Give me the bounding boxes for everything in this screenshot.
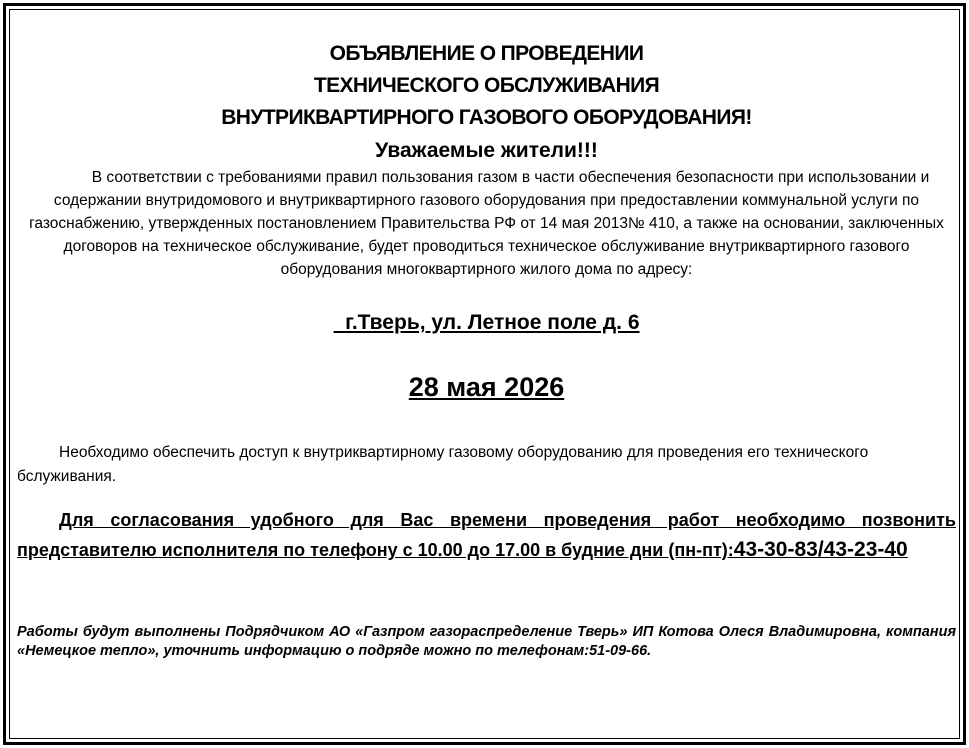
notice-title-line-3: ВНУТРИКВАРТИРНОГО ГАЗОВОГО ОБОРУДОВАНИЯ! xyxy=(221,106,752,129)
notice-title-line-2: ТЕХНИЧЕСКОГО ОБСЛУЖИВАНИЯ xyxy=(313,74,660,97)
phone-numbers: 43-30-83/43-23-40 xyxy=(733,538,908,561)
address-text: г.Тверь, ул. Летное поле д. 6 xyxy=(345,311,640,334)
address xyxy=(334,311,640,334)
schedule-text: Для согласования удобного для Вас времени проведения работ необходимо позвонить представителю исполнителя по телефону с 10.00 до 17.00 в будние дни (пн-пт): xyxy=(17,510,956,560)
address-block xyxy=(17,309,956,337)
access-paragraph: Необходимо обеспечить доступ к внутриквартирному газовому оборудованию для проведения его технического бслуживания. xyxy=(17,444,869,485)
contractor-paragraph: Работы будут выполнены Подрядчиком АО «Газпром газораспределение Тверь» ИП Котова Олеся Владимировна, компания «Немецкое тепло», уточнить информацию о подряде можно по телефонам:51-09-66. xyxy=(17,624,956,659)
date-block xyxy=(17,370,956,404)
greeting: Уважаемые жители!!! xyxy=(375,139,598,162)
notice-document xyxy=(17,38,956,661)
intro-paragraph xyxy=(17,166,956,281)
intro-text: В соответствии с требованиями правил пользования газом в части обеспечения безопасности при использовании и содержании внутридомового и внутриквартирного газового оборудования при предоставлении коммунальной услуги по газоснабжению, утвержденных постановлением Правительства РФ от 14 мая 2013№ 410, а также на основании, заключенных договоров на техническое обслуживание, будет проводиться техническое обслуживание внутриквартирного газового оборудования многоквартирного жилого дома по адресу: xyxy=(29,169,944,278)
schedule-paragraph xyxy=(17,506,956,565)
notice-title-line-1: ОБЪЯВЛЕНИЕ О ПРОВЕДЕНИИ xyxy=(329,42,644,65)
service-date: 28 мая 2026 xyxy=(408,372,565,402)
